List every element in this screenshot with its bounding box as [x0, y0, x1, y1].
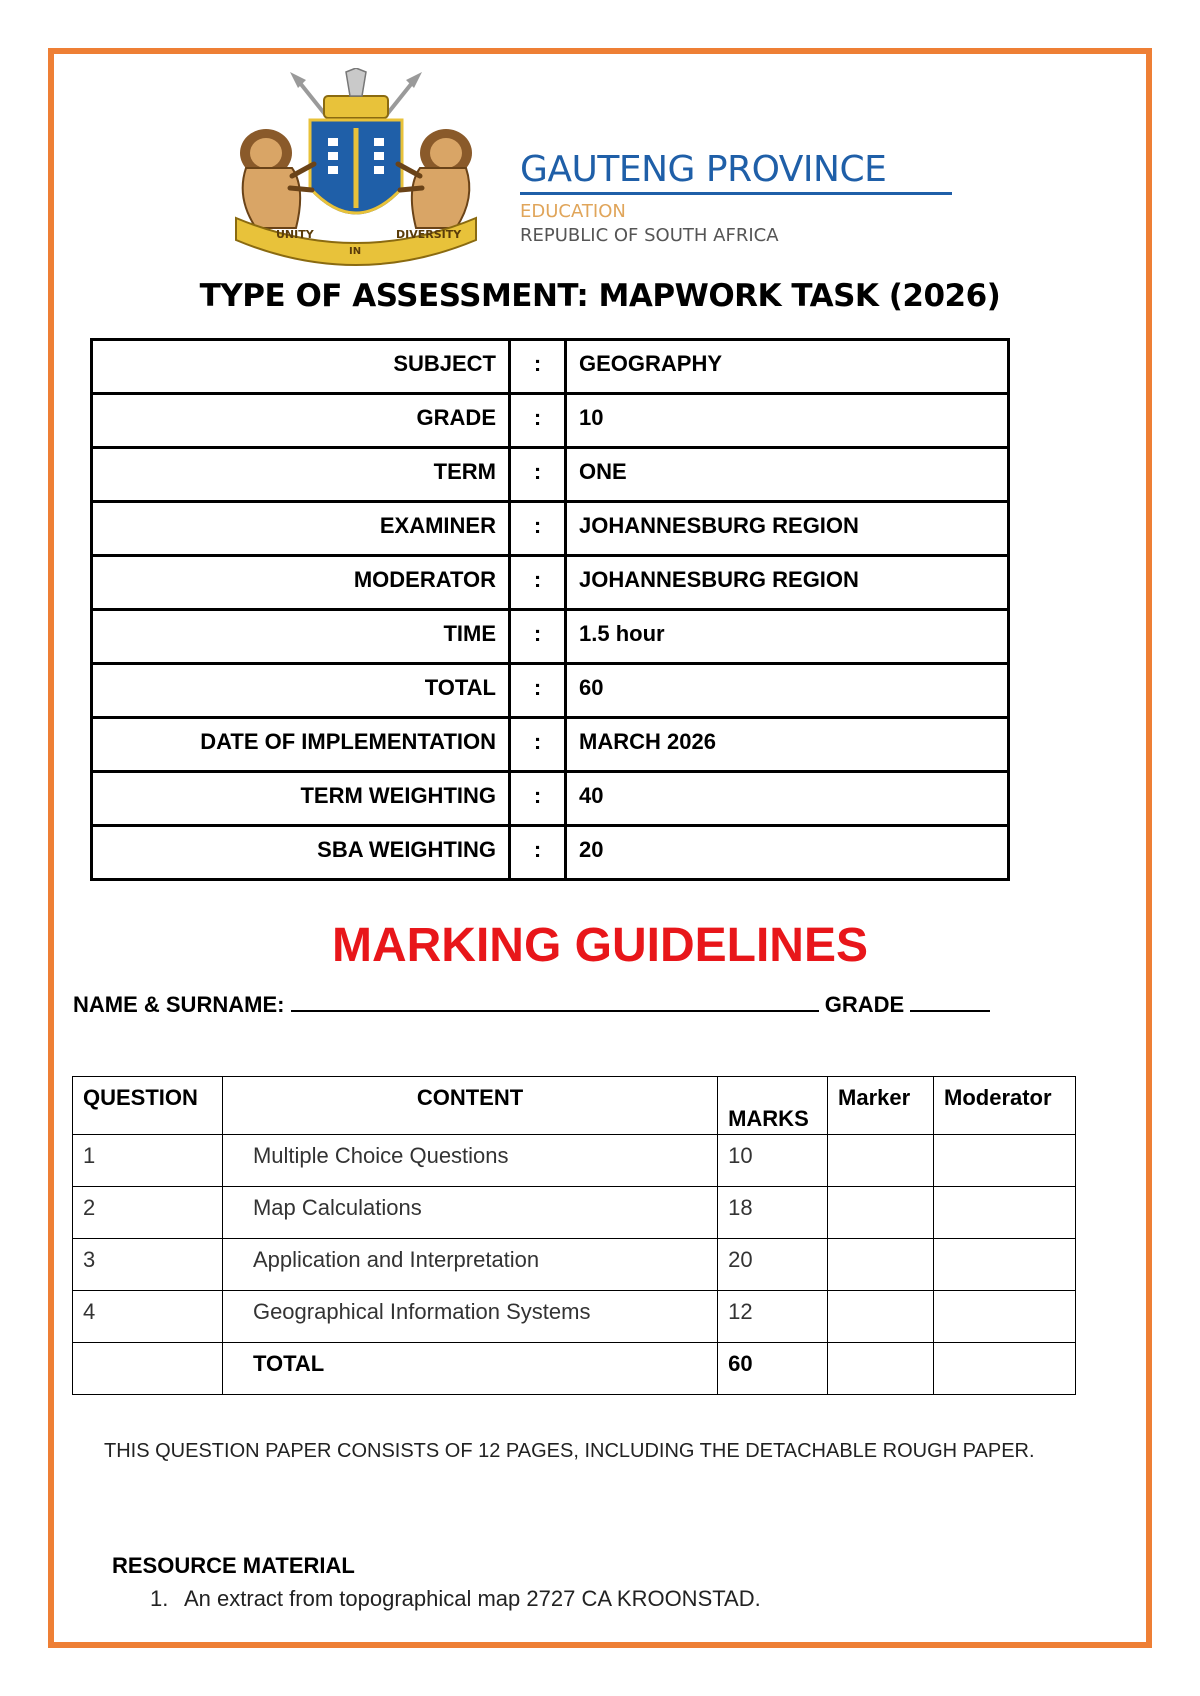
marks-header-row [73, 1077, 1076, 1135]
brand-divider [520, 192, 952, 195]
info-label: GRADE [92, 394, 510, 448]
marks-total-row [73, 1343, 1076, 1395]
marker-cell[interactable] [828, 1239, 934, 1291]
grade-label: GRADE [824, 992, 905, 1017]
info-label: MODERATOR [92, 556, 510, 610]
info-value: JOHANNESBURG REGION [566, 502, 1009, 556]
info-label: SUBJECT [92, 340, 510, 394]
marks-table [72, 1076, 1076, 1395]
info-separator: : [510, 718, 566, 772]
pages-note: THIS QUESTION PAPER CONSISTS OF 12 PAGES, INCLUDING THE DETACHABLE ROUGH PAPER. [104, 1440, 1035, 1462]
header-question: QUESTION [73, 1077, 223, 1135]
info-separator: : [510, 556, 566, 610]
name-label: NAME & SURNAME: [73, 992, 285, 1017]
info-separator: : [510, 394, 566, 448]
info-label: TERM WEIGHTING [92, 772, 510, 826]
info-row [92, 448, 1009, 502]
total-moderator-cell[interactable] [934, 1343, 1076, 1395]
info-value: 20 [566, 826, 1009, 880]
motto-diversity: DIVERSITY [396, 228, 462, 241]
info-separator: : [510, 340, 566, 394]
total-marker-cell[interactable] [828, 1343, 934, 1395]
question-content: Multiple Choice Questions [222, 1135, 717, 1187]
marks-row [73, 1239, 1076, 1291]
info-value: JOHANNESBURG REGION [566, 556, 1009, 610]
info-separator: : [510, 772, 566, 826]
info-value: 60 [566, 664, 1009, 718]
name-surname-line [73, 992, 990, 1018]
question-marks: 10 [718, 1135, 828, 1187]
info-row [92, 556, 1009, 610]
name-blank [291, 992, 819, 1012]
resource-item [150, 1586, 761, 1612]
info-separator: : [510, 610, 566, 664]
info-label: EXAMINER [92, 502, 510, 556]
info-label: SBA WEIGHTING [92, 826, 510, 880]
moderator-cell[interactable] [934, 1187, 1076, 1239]
header-marker: Marker [828, 1077, 934, 1135]
brand-subtitle-republic: REPUBLIC OF SOUTH AFRICA [520, 225, 779, 246]
marks-row [73, 1135, 1076, 1187]
info-value: 40 [566, 772, 1009, 826]
question-marks: 18 [718, 1187, 828, 1239]
info-row [92, 610, 1009, 664]
info-separator: : [510, 826, 566, 880]
motto-unity: UNITY [276, 228, 314, 241]
info-separator: : [510, 448, 566, 502]
question-number: 3 [73, 1239, 223, 1291]
moderator-cell[interactable] [934, 1239, 1076, 1291]
brand-title: GAUTENG PROVINCE [520, 149, 887, 190]
marker-cell[interactable] [828, 1187, 934, 1239]
motto-in: IN [349, 246, 362, 257]
question-number: 2 [73, 1187, 223, 1239]
info-label: TERM [92, 448, 510, 502]
info-row [92, 718, 1009, 772]
info-value: GEOGRAPHY [566, 340, 1009, 394]
question-number: 4 [73, 1291, 223, 1343]
info-label: DATE OF IMPLEMENTATION [92, 718, 510, 772]
brand-subtitle-education: EDUCATION [520, 201, 626, 222]
info-value: ONE [566, 448, 1009, 502]
resource-item-text: An extract from topographical map 2727 CA KROONSTAD. [184, 1586, 761, 1611]
info-row [92, 826, 1009, 880]
info-label: TOTAL [92, 664, 510, 718]
info-value: 1.5 hour [566, 610, 1009, 664]
info-label: TIME [92, 610, 510, 664]
assessment-title: TYPE OF ASSESSMENT: MAPWORK TASK (2026) [199, 278, 1001, 314]
total-question-cell [73, 1343, 223, 1395]
moderator-cell[interactable] [934, 1135, 1076, 1187]
info-separator: : [510, 502, 566, 556]
marker-cell[interactable] [828, 1291, 934, 1343]
question-content: Map Calculations [222, 1187, 717, 1239]
info-separator: : [510, 664, 566, 718]
info-value: 10 [566, 394, 1009, 448]
info-row [92, 340, 1009, 394]
total-label: TOTAL [222, 1343, 717, 1395]
header-moderator: Moderator [934, 1077, 1076, 1135]
grade-blank [910, 992, 990, 1012]
assessment-info-table [90, 338, 1010, 881]
total-marks: 60 [718, 1343, 828, 1395]
resource-item-number: 1. [150, 1586, 169, 1611]
question-number: 1 [73, 1135, 223, 1187]
info-row [92, 502, 1009, 556]
moderator-cell[interactable] [934, 1291, 1076, 1343]
question-marks: 12 [718, 1291, 828, 1343]
brand-block [520, 150, 952, 247]
question-content: Application and Interpretation [222, 1239, 717, 1291]
resource-heading: RESOURCE MATERIAL [112, 1553, 355, 1578]
info-value: MARCH 2026 [566, 718, 1009, 772]
marker-cell[interactable] [828, 1135, 934, 1187]
marks-row [73, 1291, 1076, 1343]
coat-of-arms-icon [206, 68, 506, 268]
info-row [92, 772, 1009, 826]
question-content: Geographical Information Systems [222, 1291, 717, 1343]
header-content: CONTENT [222, 1077, 717, 1135]
marks-row [73, 1187, 1076, 1239]
header-marks: MARKS [718, 1077, 828, 1135]
info-row [92, 394, 1009, 448]
question-marks: 20 [718, 1239, 828, 1291]
marking-guidelines-heading: MARKING GUIDELINES [331, 919, 868, 972]
info-row [92, 664, 1009, 718]
